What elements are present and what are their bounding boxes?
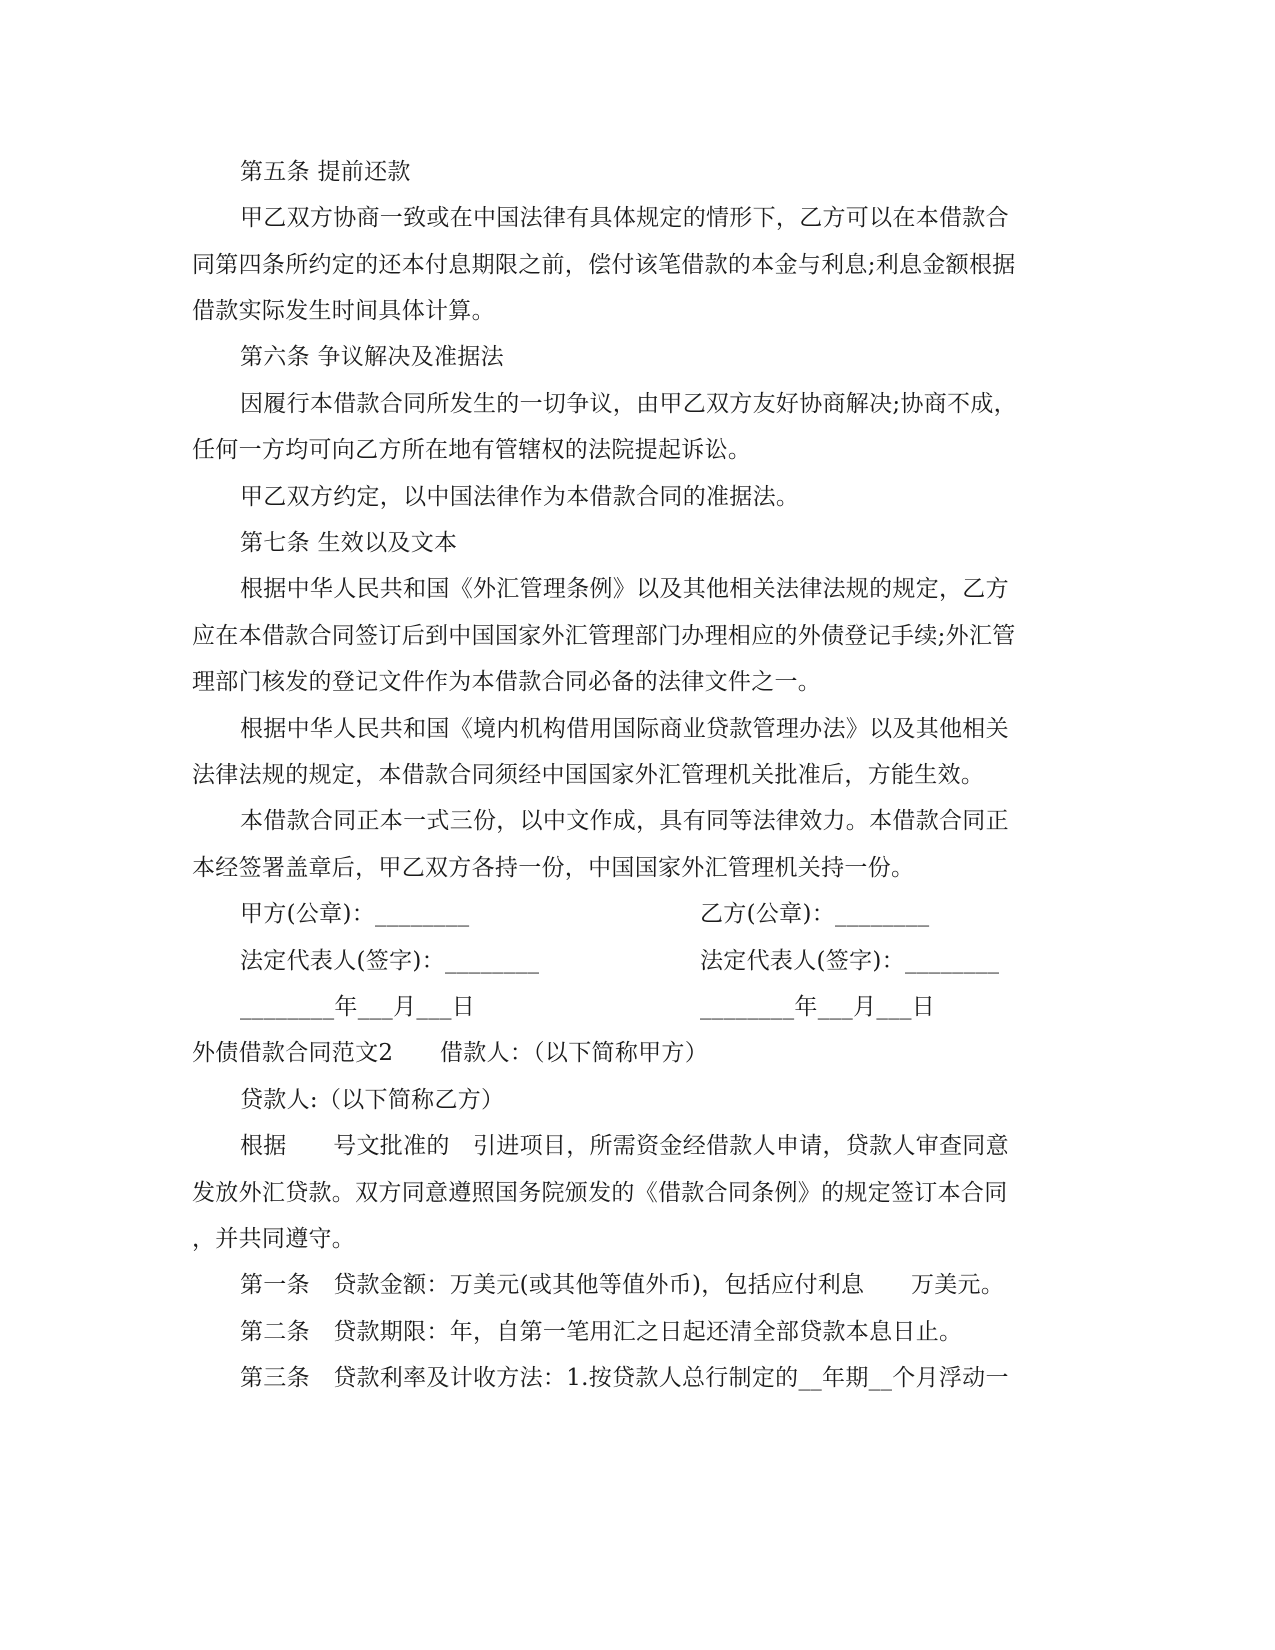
article7-para1-line3: 理部门核发的登记文件作为本借款合同必备的法律文件之一。 xyxy=(192,669,822,695)
party-b-date: ________年___月___日 xyxy=(700,994,936,1020)
party-b-representative: 法定代表人(签字)：________ xyxy=(700,948,1000,974)
article5-para1-line2: 同第四条所约定的还本付息期限之前，偿付该笔借款的本金与利息;利息金额根据 xyxy=(192,252,1016,278)
article7-para1-line2: 应在本借款合同签订后到中国国家外汇管理部门办理相应的外债登记手续;外汇管 xyxy=(192,623,1016,649)
article7-para3-line1: 本借款合同正本一式三份，以中文作成，具有同等法律效力。本借款合同正 xyxy=(240,808,1009,834)
article5-para1-line1: 甲乙双方协商一致或在中国法律有具体规定的情形下，乙方可以在本借款合 xyxy=(240,205,1009,231)
party-a-date: ________年___月___日 xyxy=(240,994,476,1020)
party-a-representative: 法定代表人(签字)：________ xyxy=(240,948,540,974)
sample2-intro-line1: 根据 号文批准的 引进项目，所需资金经借款人申请，贷款人审查同意 xyxy=(240,1133,1009,1159)
sample2-article3: 第三条 贷款利率及计收方法：1.按贷款人总行制定的__年期__个月浮动一 xyxy=(240,1365,1009,1391)
article7-para1-line1: 根据中华人民共和国《外汇管理条例》以及其他相关法律法规的规定，乙方 xyxy=(240,576,1009,602)
sample2-title-line: 外债借款合同范文2 借款人：（以下简称甲方） xyxy=(192,1040,709,1066)
article6-heading: 第六条 争议解决及准据法 xyxy=(240,344,504,370)
sample2-article1: 第一条 贷款金额：万美元(或其他等值外币)，包括应付利息 万美元。 xyxy=(240,1272,1005,1298)
party-a-seal: 甲方(公章)：________ xyxy=(240,901,470,927)
party-b-seal: 乙方(公章)：________ xyxy=(700,901,930,927)
article7-para2-line1: 根据中华人民共和国《境内机构借用国际商业贷款管理办法》以及其他相关 xyxy=(240,716,1009,742)
article7-para2-line2: 法律法规的规定，本借款合同须经中国国家外汇管理机关批准后，方能生效。 xyxy=(192,762,985,788)
article7-para3-line2: 本经签署盖章后，甲乙双方各持一份，中国国家外汇管理机关持一份。 xyxy=(192,855,915,881)
sample2-intro-line2: 发放外汇贷款。双方同意遵照国务院颁发的《借款合同条例》的规定签订本合同 xyxy=(192,1180,1008,1206)
sample2-lender: 贷款人:（以下简称乙方） xyxy=(240,1087,505,1113)
article5-heading: 第五条 提前还款 xyxy=(240,159,411,185)
sample2-article2: 第二条 贷款期限：年，自第一笔用汇之日起还清全部贷款本息日止。 xyxy=(240,1319,963,1345)
article5-para1-line3: 借款实际发生时间具体计算。 xyxy=(192,298,495,324)
article6-para1-line2: 任何一方均可向乙方所在地有管辖权的法院提起诉讼。 xyxy=(192,437,752,463)
article6-para2: 甲乙双方约定，以中国法律作为本借款合同的准据法。 xyxy=(240,484,800,510)
article6-para1-line1: 因履行本借款合同所发生的一切争议，由甲乙双方友好协商解决;协商不成， xyxy=(240,391,1017,417)
sample2-intro-line3: ，并共同遵守。 xyxy=(192,1226,356,1252)
article7-heading: 第七条 生效以及文本 xyxy=(240,530,458,556)
